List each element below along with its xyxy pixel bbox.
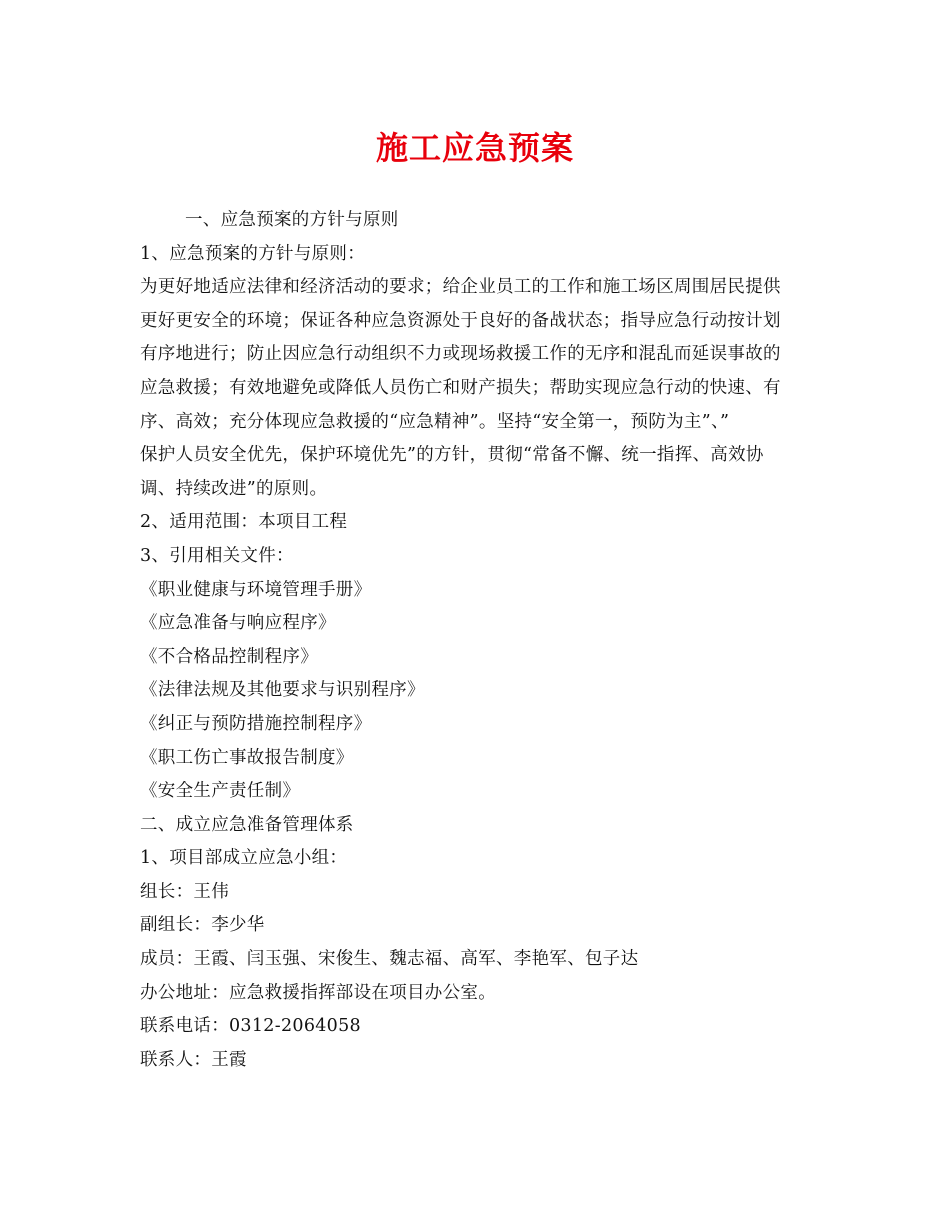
paragraph-line: 调、持续改进”的原则。 — [140, 478, 328, 499]
team-leader: 组长：王伟 — [140, 881, 229, 902]
paragraph-line: 有序地进行；防止因应急行动组织不力或现场救援工作的无序和混乱而延误事故的 — [140, 344, 781, 365]
team-deputy-leader: 副组长：李少华 — [140, 915, 265, 936]
scope-line: 2、适用范围：本项目工程 — [140, 512, 348, 533]
team-members: 成员：王霞、闫玉强、宋俊生、魏志福、高军、李艳军、包子达 — [140, 949, 639, 970]
section-heading-1: 一、应急预案的方针与原则 — [185, 210, 399, 230]
reference-item: 《法律法规及其他要求与识别程序》 — [140, 680, 425, 701]
reference-item: 《职工伤亡事故报告制度》 — [140, 747, 354, 768]
reference-item: 《应急准备与响应程序》 — [140, 613, 336, 634]
reference-item: 《不合格品控制程序》 — [140, 646, 318, 667]
office-address: 办公地址：应急救援指挥部设在项目办公室。 — [140, 982, 496, 1003]
subsection-heading-2-1: 1、项目部成立应急小组： — [140, 848, 348, 869]
paragraph-line: 保护人员安全优先，保护环境优先”的方针，贯彻“常备不懈、统一指挥、高效协 — [140, 445, 764, 466]
reference-item: 《职业健康与环境管理手册》 — [140, 579, 372, 600]
paragraph-line: 应急救援；有效地避免或降低人员伤亡和财产损失；帮助实现应急行动的快速、有 — [140, 377, 781, 398]
reference-item: 《纠正与预防措施控制程序》 — [140, 713, 372, 734]
paragraph-line: 为更好地适应法律和经济活动的要求；给企业员工的工作和施工场区周围居民提供 — [140, 277, 781, 298]
document-body — [140, 204, 812, 1077]
reference-item: 《安全生产责任制》 — [140, 781, 301, 802]
subsection-heading-1-1: 1、应急预案的方针与原则： — [140, 243, 366, 264]
contact-phone: 联系电话：0312-2064058 — [140, 1016, 361, 1037]
document-title: 施工应急预案 — [375, 129, 574, 167]
references-heading: 3、引用相关文件： — [140, 545, 294, 566]
contact-person: 联系人：王霞 — [140, 1049, 247, 1070]
paragraph-line: 序、高效；充分体现应急救援的“应急精神”。坚持“安全第一，预防为主”、” — [140, 411, 730, 432]
section-heading-2: 二、成立应急准备管理体系 — [140, 814, 354, 835]
paragraph-line: 更好更安全的环境；保证各种应急资源处于良好的备战状态；指导应急行动按计划 — [140, 310, 781, 331]
